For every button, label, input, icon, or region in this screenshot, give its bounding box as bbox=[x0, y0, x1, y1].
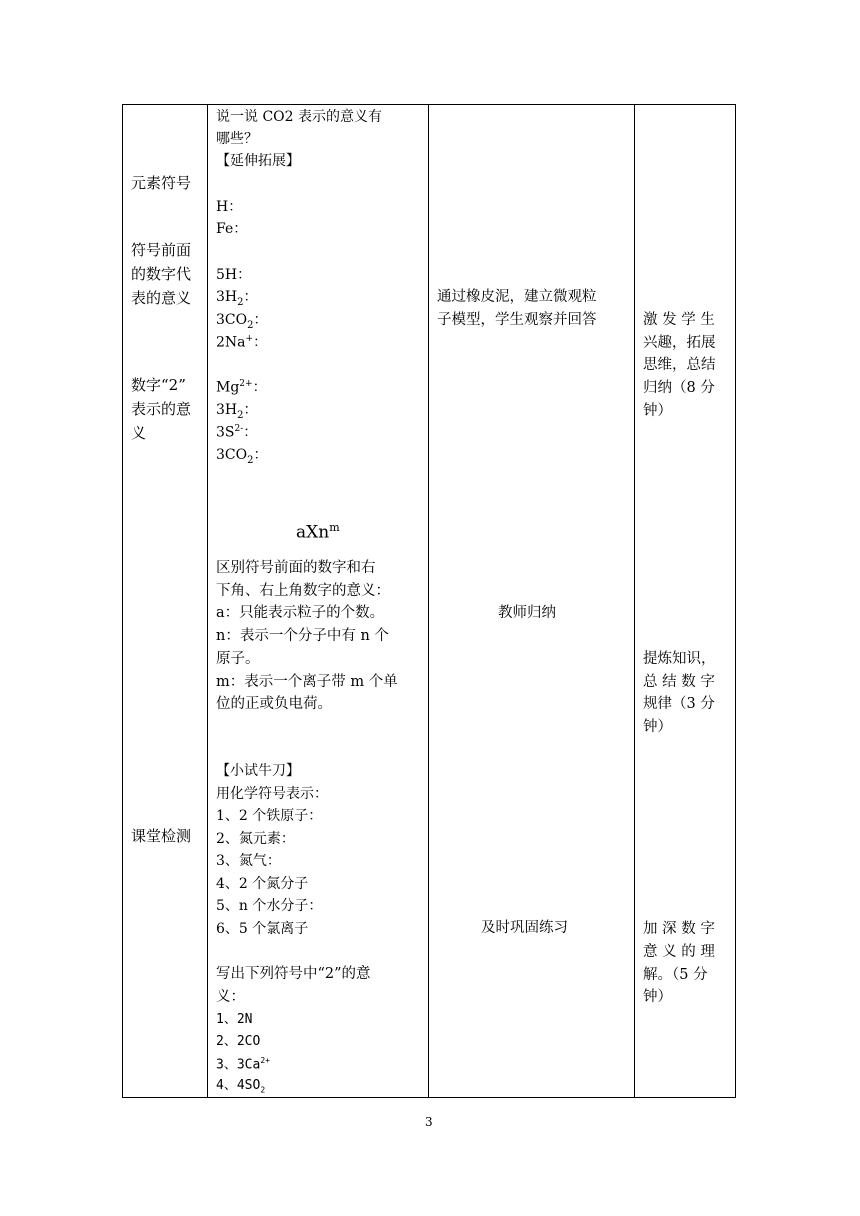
content-line: m：表示一个离子带 m 个单 bbox=[216, 674, 398, 690]
content-line: 下角、右上角数字的意义： bbox=[216, 583, 390, 599]
purpose-text: 总 结 数 字 bbox=[643, 674, 715, 690]
purpose-text: 规律（3 分 bbox=[643, 696, 715, 712]
row-label: 义 bbox=[131, 424, 147, 442]
symbol-item: $3CO_2$： bbox=[216, 312, 268, 331]
content-line: 写出下列符号中“2”的意 bbox=[216, 966, 371, 982]
exercise-item: 3、氮气： bbox=[216, 853, 281, 869]
row-label: 课堂检测 bbox=[131, 827, 192, 845]
purpose-text: 提炼知识， bbox=[643, 651, 716, 667]
purpose-text: 意 义 的 理 bbox=[643, 944, 715, 960]
purpose-text: 钟） bbox=[643, 989, 672, 1005]
activity-text: 子模型，学生观察并回答 bbox=[437, 312, 597, 328]
content-line: 哪些？ bbox=[216, 131, 258, 147]
content-line: 说一说 CO2 表示的意义有 bbox=[216, 109, 382, 125]
content-line: a：只能表示粒子的个数。 bbox=[216, 605, 385, 621]
purpose-text: 归纳（8 分 bbox=[643, 380, 715, 396]
symbol-item: Fe： bbox=[216, 221, 248, 237]
symbol-item: H： bbox=[216, 199, 243, 215]
content-line: 区别符号前面的数字和右 bbox=[216, 560, 376, 576]
exercise-item: 3、$3Ca^{2+}$ bbox=[216, 1056, 270, 1073]
page-number: 3 bbox=[425, 1115, 433, 1129]
symbol-item: $Mg^{2+}$： bbox=[216, 379, 267, 396]
table-column-divider bbox=[207, 104, 208, 1097]
row-label: 元素符号 bbox=[131, 174, 192, 192]
row-label: 表示的意 bbox=[131, 400, 192, 418]
content-line: n：表示一个分子中有 n 个 bbox=[216, 628, 389, 644]
exercise-item: 1、2 个铁原子： bbox=[216, 808, 323, 824]
section-heading: 【小试牛刀】 bbox=[216, 763, 300, 779]
exercise-item: 2、氮元素： bbox=[216, 831, 295, 847]
exercise-item: 6、5 个氯离子 bbox=[216, 921, 309, 937]
content-line: 义： bbox=[216, 989, 245, 1005]
symbol-item: 2Na+： bbox=[216, 334, 268, 351]
purpose-text: 加 深 数 字 bbox=[643, 921, 715, 937]
row-label: 数字“2” bbox=[131, 376, 186, 394]
content-line: 用化学符号表示： bbox=[216, 786, 328, 802]
purpose-text: 钟） bbox=[643, 719, 672, 735]
symbol-item: $3CO_2$： bbox=[216, 447, 268, 466]
purpose-text: 解。（5 分 bbox=[643, 967, 708, 983]
activity-text: 通过橡皮泥，建立微观粒 bbox=[437, 289, 597, 305]
purpose-text: 钟） bbox=[643, 403, 672, 419]
exercise-item: 2、2CO bbox=[216, 1034, 261, 1049]
symbol-item: $3H_2$： bbox=[216, 289, 258, 308]
content-line: 原子。 bbox=[216, 651, 260, 667]
table-column-divider bbox=[634, 104, 635, 1097]
table-column-divider bbox=[428, 104, 429, 1097]
symbol-item: 5H： bbox=[216, 267, 252, 283]
table-border-right bbox=[735, 104, 736, 1097]
row-label: 的数字代 bbox=[131, 265, 192, 283]
table-border-top bbox=[122, 104, 736, 105]
content-line: 位的正或负电荷。 bbox=[216, 696, 332, 712]
exercise-item: 4、$4SO_2$ bbox=[216, 1078, 266, 1095]
exercise-item: 5、n 个水分子： bbox=[216, 898, 323, 914]
purpose-text: 兴趣，拓展 bbox=[643, 335, 716, 351]
exercise-item: 4、2 个氮分子 bbox=[216, 876, 309, 892]
purpose-text: 思维，总结 bbox=[643, 357, 716, 373]
exercise-item: 1、2N bbox=[216, 1012, 253, 1027]
row-label: 符号前面 bbox=[131, 241, 192, 259]
section-heading: 【延伸拓展】 bbox=[216, 153, 300, 169]
table-border-bottom bbox=[122, 1097, 736, 1098]
purpose-text: 激 发 学 生 bbox=[643, 312, 715, 328]
general-formula: aXn$^m$ bbox=[296, 521, 340, 543]
activity-text: 及时巩固练习 bbox=[481, 920, 568, 936]
symbol-item: $3S^{2-}$： bbox=[216, 424, 258, 441]
row-label: 表的意义 bbox=[131, 289, 192, 307]
symbol-item: $3H_2$： bbox=[216, 402, 258, 421]
table-border-left bbox=[122, 104, 123, 1097]
activity-text: 教师归纳 bbox=[498, 605, 556, 621]
